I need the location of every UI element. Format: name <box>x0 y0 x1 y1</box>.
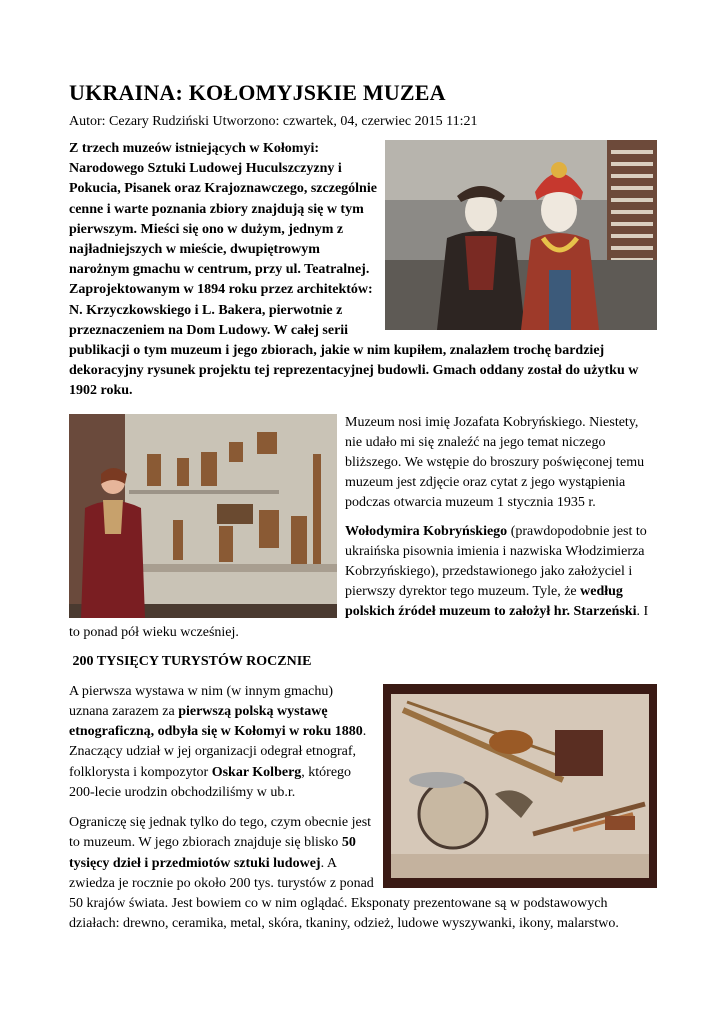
photo-museum-guide-image <box>69 414 337 618</box>
exhibition-text-3: , którego 200-lecie urodzin obchodziliśmy w ub.r. <box>69 764 352 800</box>
paragraph-kobrynski-name: Muzeum nosi imię Jozafata Kobryńskiego. Niestety, nie udało mi się znaleźć na jego temat niczego bliższego. We wstępie do broszury poświęconej temu muzeum jest zdjęcie oraz cytat z jego wystąpienia podczas otwarcia muzeum 1 stycznia 1935 r. <box>345 414 645 511</box>
photo-folk-costumes-image <box>385 140 657 330</box>
collections-count: 50 tysięcy dzieł i przedmiotów sztuki ludowej <box>69 835 356 871</box>
photo-folk-costumes <box>385 140 657 330</box>
article-title: UKRAINA: KOŁOMYJSKIE MUZEA <box>69 80 446 105</box>
article-meta: Autor: Cezary Rudziński Utworzono: czwartek, 04, czerwiec 2015 11:21 <box>69 114 478 129</box>
founder-text-1: (prawdopodobnie jest to ukraińska pisownia imienia i nazwiska Włodzimierza Kobrzyńskiego), przedstawionego jako założyciel i pierwszy dyrektor tego muzeum. Tyle, że <box>345 523 647 600</box>
collections-text-2: . A zwiedza je rocznie po około 200 tys. turystów z ponad 50 krajów świata. Jest bowiem co w nim oglądać. Eksponaty prezentowane są w podstawowych działach: drewno, ceramika, metal, skóra, tkaniny, odzież, ludowe wyszywanki, ikony, malarstwo. <box>69 855 619 932</box>
founder-text-2: . I to ponad pół wieku wcześniej. <box>69 604 649 640</box>
exhibition-text-1: A pierwsza wystawa w nim (w innym gmachu) uznana zarazem za <box>69 683 333 720</box>
founder-claim: według polskich źródeł muzeum to założył hr. Starzeński <box>345 584 637 620</box>
section-heading: 200 TYSIĘCY TURYSTÓW ROCZNIE <box>69 653 312 669</box>
collections-text-1: Ograniczę się jednak tylko do tego, czym obecnie jest to muzeum. W jego zbiorach znajduje się blisko <box>69 815 372 851</box>
photo-instruments <box>383 684 657 888</box>
lead-paragraph: Z trzech muzeów istniejących w Kołomyi: Narodowego Sztuki Ludowej Huculszczyzny i Pokucia, Pisanek oraz Krajoznawczego, szczególnie cenne i warte poznania zbiory znajdują się w tym pierwszym. Mieści się ono w dużym, jednym z najładniejszych w mieście, dwupiętrowym narożnym gmachu w centrum, przy ul. Teatralnej. Zaprojektowanym w 1894 roku przez architektów: N. Krzyczkowskiego i L. Bakera, pierwotnie z przeznaczeniem na Dom Ludowy. W całej serii publikacji o tym muzeum i jego zbiorach, jakie w nim kupiłem, znalazłem trochę bardziej dekoracyjny rysunek projektu tej reprezentacyjnej budowli. Gmach oddany został do użytku w 1902 roku. <box>69 141 639 399</box>
founder-name: Wołodymira Kobryńskiego <box>345 523 508 539</box>
photo-instruments-image <box>383 684 657 888</box>
exhibition-text-2: . Znaczący udział w jej organizacji odegrał etnograf, folklorysta i kompozytor <box>69 724 367 780</box>
article <box>69 78 657 934</box>
exhibition-highlight: pierwszą polską wystawę etnograficzną, odbyła się w Kołomyi w roku 1880 <box>69 704 363 740</box>
kolberg-name: Oskar Kolberg <box>211 764 302 780</box>
photo-museum-guide <box>69 414 337 618</box>
